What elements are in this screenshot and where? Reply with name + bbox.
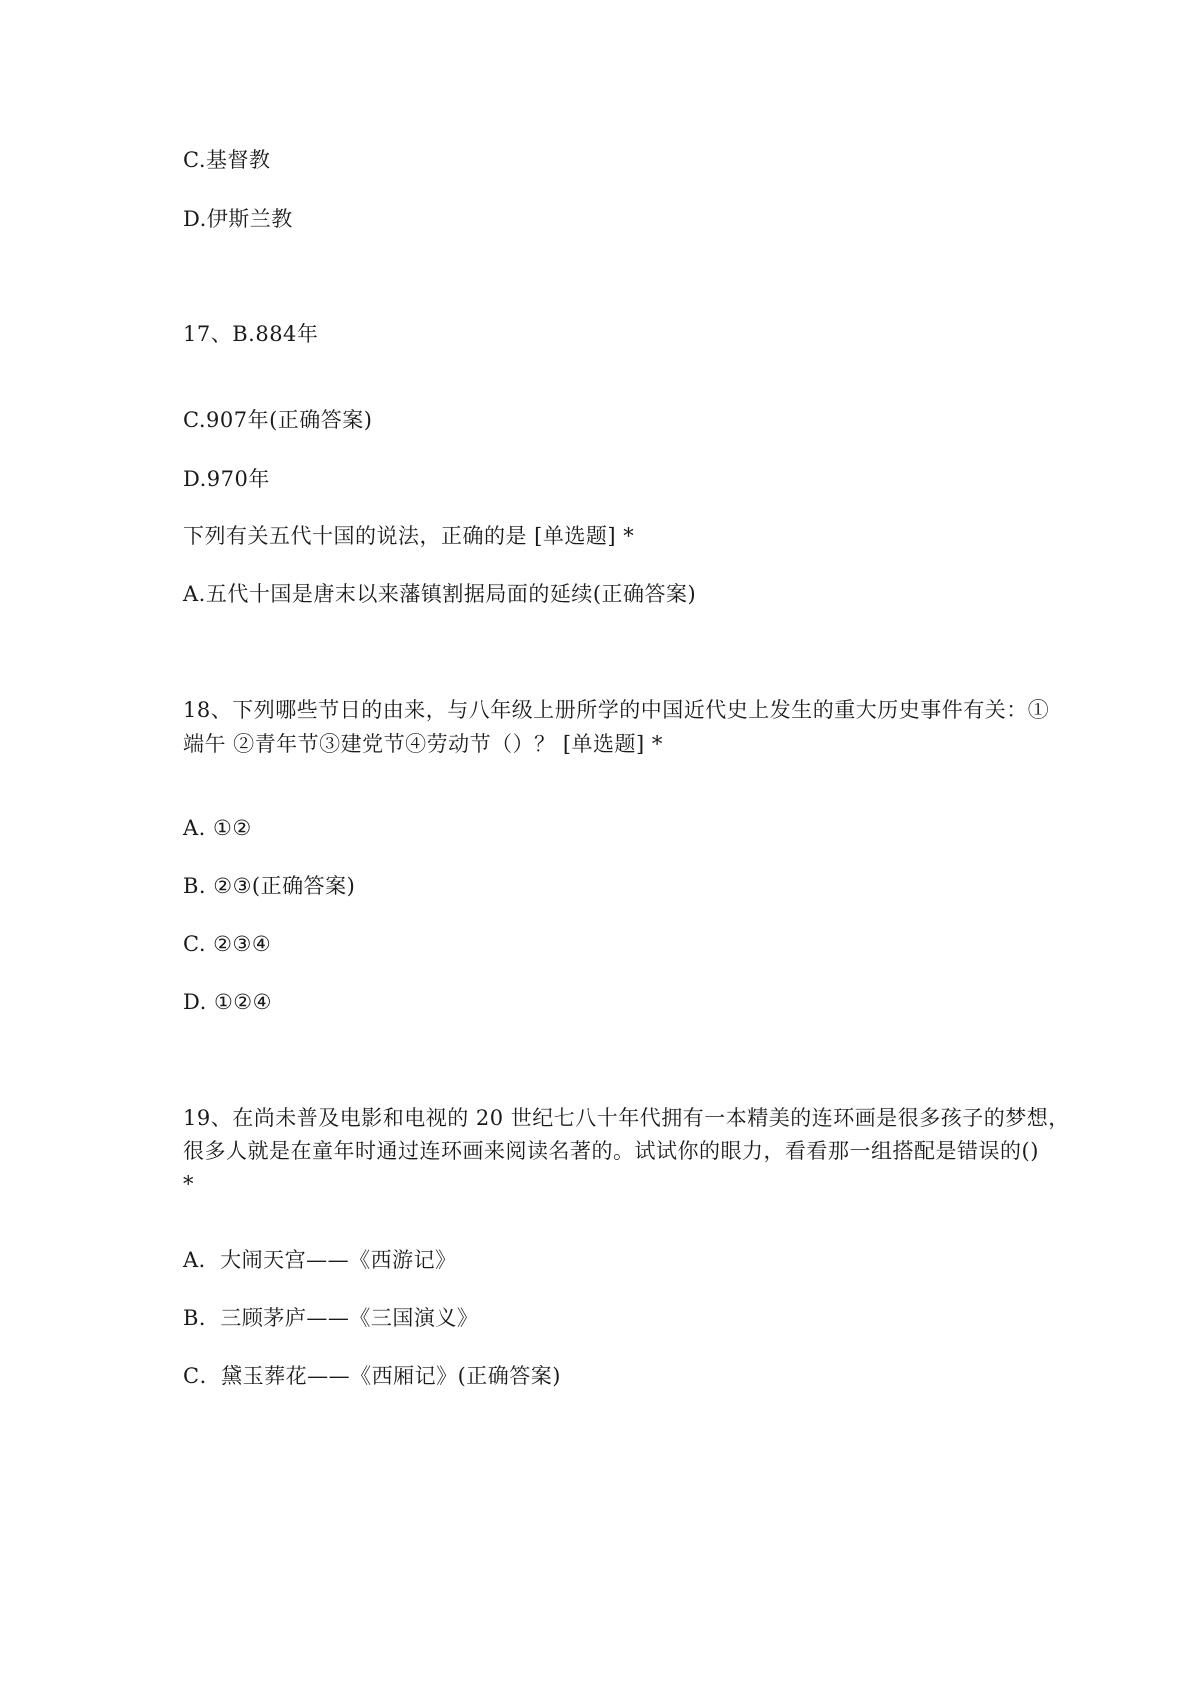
q17-option-c: C.907年(正确答案) (183, 408, 373, 432)
q18-option-c: C. ②③④ (183, 932, 272, 956)
q18-option-d: D. ①②④ (183, 990, 272, 1014)
q16-option-c: C.基督教 (183, 148, 271, 172)
q19-question-line-1: 19、在尚未普及电影和电视的 20 世纪七八十年代拥有一本精美的连环画是很多孩子的梦想， (183, 1106, 1070, 1130)
q19-option-c: C．黛玉葬花——《西厢记》(正确答案) (183, 1364, 561, 1388)
q19-option-a: A．大闹天宫——《西游记》 (183, 1248, 457, 1272)
q17b-option-a: A.五代十国是唐末以来藩镇割据局面的延续(正确答案) (183, 582, 697, 606)
q19-option-b: B．三顾茅庐——《三国演义》 (183, 1306, 479, 1330)
q18-option-b: B. ②③(正确答案) (183, 874, 356, 898)
q19-question-line-3: * (183, 1172, 194, 1196)
q18-question-line-1: 18、下列哪些节日的由来，与八年级上册所学的中国近代史上发生的重大历史事件有关：① (183, 698, 1050, 722)
q17b-question: 下列有关五代十国的说法，正确的是 [单选题] * (183, 524, 635, 548)
q16-option-d: D.伊斯兰教 (183, 207, 293, 231)
q18-option-a: A. ①② (183, 816, 252, 840)
q18-question-line-2: 端午 ②青年节③建党节④劳动节（）？ [单选题] * (183, 732, 663, 756)
q17-option-b: 17、B.884年 (183, 322, 319, 346)
q17-option-d: D.970年 (183, 467, 270, 491)
q19-question-line-2: 很多人就是在童年时通过连环画来阅读名著的。试试你的眼力，看看那一组搭配是错误的() (183, 1139, 1039, 1163)
